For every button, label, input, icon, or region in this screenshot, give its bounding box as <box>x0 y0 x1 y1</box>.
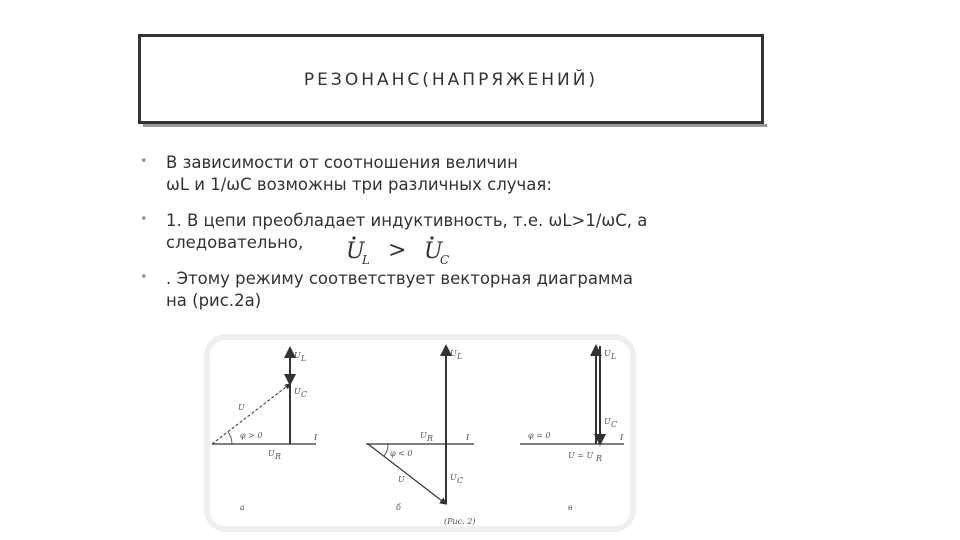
formula-rhs-sub: C <box>440 253 450 267</box>
c-uc-sub: C <box>611 420 618 429</box>
a-i-label: I <box>314 433 318 442</box>
c-i-label: I <box>620 433 624 442</box>
bullet-2-line1: 1. В цепи преобладает индуктивность, т.е. ωL>1/ωC, а <box>166 211 648 230</box>
figure-caption: (Рис. 2) <box>444 517 476 526</box>
bullet-dot: • <box>140 154 148 169</box>
c-u-sub: R <box>596 454 603 463</box>
a-caption: a <box>240 503 245 512</box>
c-uc-label: U <box>604 417 611 426</box>
vector-diagrams <box>210 340 630 526</box>
a-u-label: U <box>238 403 245 412</box>
b-ul-label: U <box>450 349 457 358</box>
b-uc-sub: C <box>457 476 464 485</box>
a-ul-label: U <box>294 351 301 360</box>
c-u-label: U = U <box>568 451 594 460</box>
b-ur-sub: R <box>427 434 434 443</box>
a-ur-sub: R <box>275 452 282 461</box>
title-box <box>138 34 764 124</box>
diagram-b <box>366 346 475 526</box>
formula-ul-gt-uc <box>338 232 478 268</box>
a-ul-sub: L <box>301 354 307 363</box>
slide-title: РЕЗОНАНС(НАПРЯЖЕНИЙ) <box>303 70 599 90</box>
b-u-label: U <box>398 475 405 484</box>
c-ul-sub: L <box>611 352 617 361</box>
vector-diagram-figure <box>204 334 636 532</box>
b-uc-label: U <box>450 473 457 482</box>
bullet-dot: • <box>140 212 148 227</box>
b-i-label: I <box>466 433 470 442</box>
a-uc-sub: C <box>301 390 308 399</box>
bullet-3 <box>140 268 633 312</box>
b-phi-arc <box>384 444 388 456</box>
diagram-a <box>212 348 318 512</box>
formula-lhs-sub: L <box>362 253 370 267</box>
bullet-1-line2: ωL и 1/ωC возможны три различных случая: <box>166 175 552 194</box>
c-caption: в <box>568 503 573 512</box>
bullet-1-line1: В зависимости от соотношения величин <box>166 153 518 172</box>
formula-op: > <box>388 238 407 263</box>
b-ul-sub: L <box>457 352 463 361</box>
bullet-1 <box>140 152 552 196</box>
a-phi-arc <box>228 432 232 444</box>
b-ur-label: U <box>420 431 427 440</box>
b-phi-label: φ < 0 <box>390 449 413 458</box>
formula-rhs: U <box>424 239 443 264</box>
a-ur-label: U <box>268 449 275 458</box>
a-phi-label: φ > 0 <box>240 431 263 440</box>
bullet-dot: • <box>140 270 148 285</box>
formula-lhs: U <box>346 239 365 264</box>
c-ul-label: U <box>604 349 611 358</box>
a-uc-label: U <box>294 387 301 396</box>
bullet-2-line2: следовательно, <box>166 233 304 252</box>
diagram-c <box>520 346 624 512</box>
bullet-3-line2: на (рис.2а) <box>166 291 262 310</box>
b-caption: б <box>396 503 401 512</box>
bullet-3-line1: . Этому режиму соответствует векторная диаграмма <box>166 269 633 288</box>
c-phi-label: φ = 0 <box>528 431 551 440</box>
